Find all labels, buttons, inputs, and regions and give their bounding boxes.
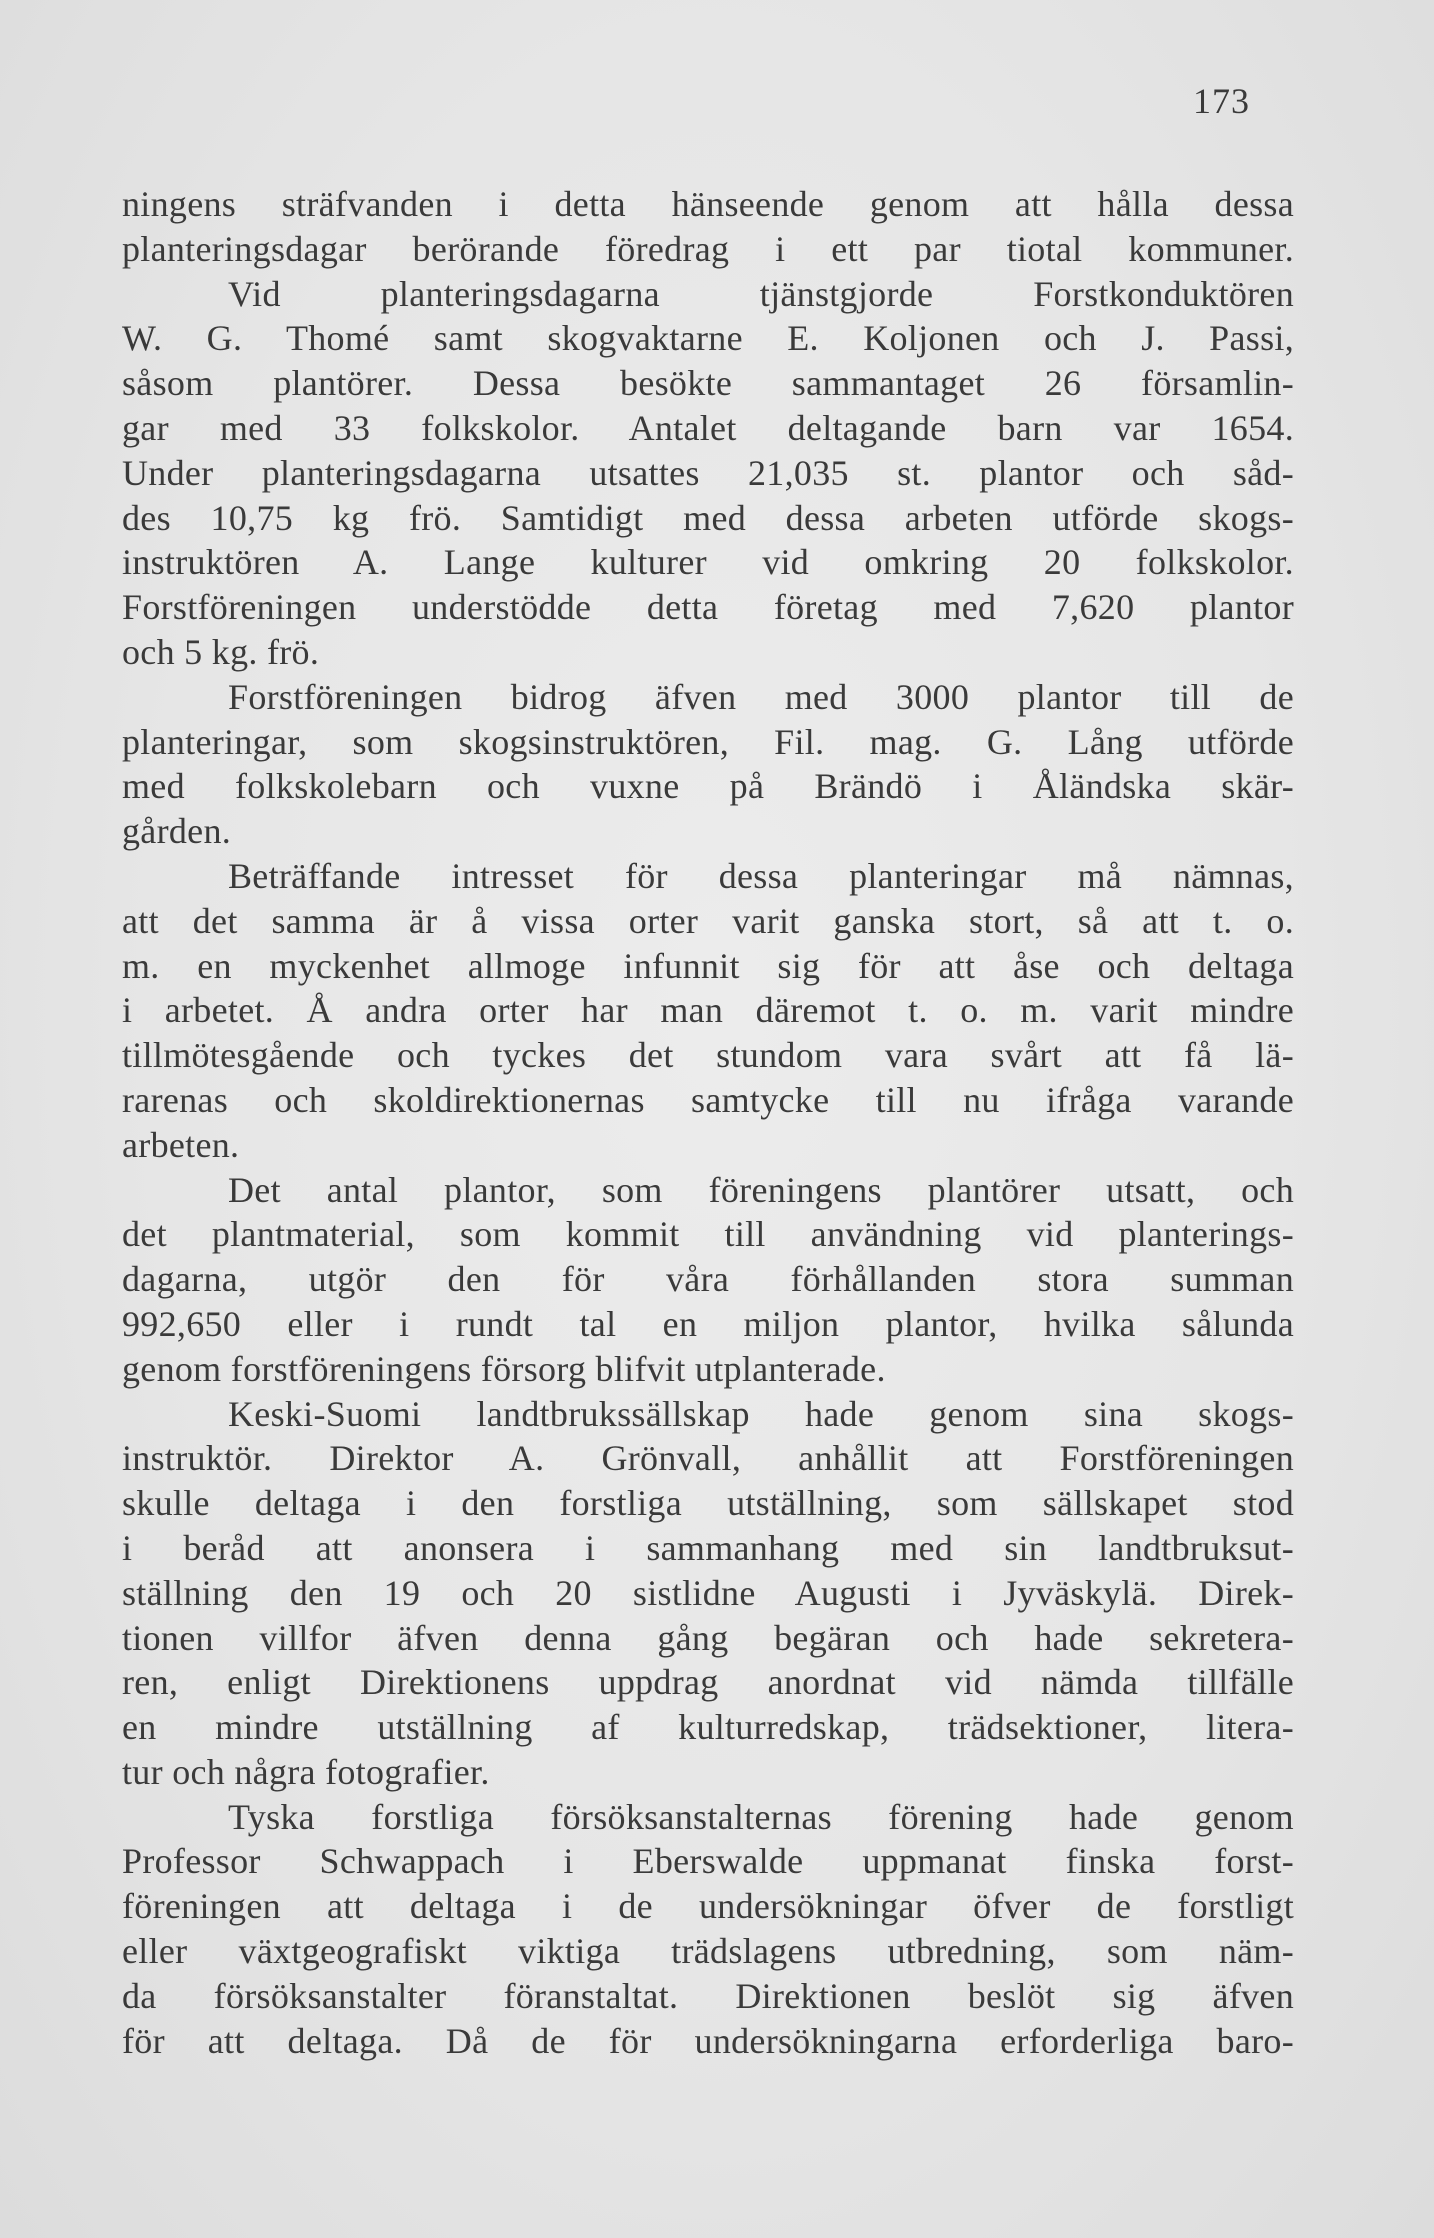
text-line: det plantmaterial, som kommit till användning vid planterings- (122, 1214, 1294, 1255)
text-line: Vid planteringsdagarna tjänstgjorde Forstkonduktören (228, 273, 1294, 314)
text-line: föreningen att deltaga i de undersökningar öfver de forstligt (122, 1886, 1294, 1927)
text-line: W. G. Thomé samt skogvaktarne E. Koljonen och J. Passi, (122, 318, 1294, 359)
text-line: gar med 33 folkskolor. Antalet deltagande barn var 1654. (122, 407, 1294, 448)
text-line: tionen villfor äfven denna gång begäran och hade sekretera- (122, 1617, 1294, 1658)
text-line: i arbetet. Å andra orter har man däremot t. o. m. varit mindre (122, 990, 1294, 1031)
text-line: gården. (122, 811, 232, 852)
text-line: i beråd att anonsera i sammanhang med sin landtbruksut- (122, 1527, 1294, 1568)
text-line: Beträffande intresset för dessa planteringar må nämnas, (228, 855, 1294, 896)
text-line: Det antal plantor, som föreningens plantörer utsatt, och (228, 1169, 1294, 1210)
text-line: ningens sträfvanden i detta hänseende genom att hålla dessa (122, 184, 1294, 224)
text-line: arbeten. (122, 1124, 240, 1165)
text-line: instruktören A. Lange kulturer vid omkring 20 folkskolor. (122, 542, 1294, 583)
text-line: för att deltaga. Då de för undersökningarna erforderliga baro- (122, 2020, 1294, 2061)
text-line: planteringar, som skogsinstruktören, Fil. mag. G. Lång utförde (122, 721, 1294, 762)
text-line: da försöksanstalter föranstaltat. Direktionen beslöt sig äfven (122, 1975, 1294, 2016)
text-line: instruktör. Direktor A. Grönvall, anhållit att Forstföreningen (122, 1438, 1294, 1479)
text-line: tillmötesgående och tyckes det stundom vara svårt att få lä- (122, 1035, 1294, 1076)
text-line: med folkskolebarn och vuxne på Brändö i Åländska skär- (122, 766, 1294, 807)
text-line: en mindre utställning af kulturredskap, trädsektioner, litera- (122, 1707, 1294, 1748)
text-line: dagarna, utgör den för våra förhållanden stora summan (122, 1259, 1294, 1300)
text-line: och 5 kg. frö. (122, 631, 320, 672)
text-line: Forstföreningen bidrog äfven med 3000 plantor till de (228, 676, 1294, 717)
text-line: Professor Schwappach i Eberswalde uppmanat finska forst- (122, 1841, 1294, 1882)
text-line: 992,650 eller i rundt tal en miljon plantor, hvilka sålunda (122, 1303, 1294, 1344)
page-number: 173 (1193, 81, 1250, 121)
text-line: skulle deltaga i den forstliga utställning, som sällskapet stod (122, 1483, 1294, 1524)
body-text (122, 182, 1294, 2063)
text-line: planteringsdagar berörande föredrag i ett par tiotal kommuner. (122, 228, 1294, 269)
text-line: ställning den 19 och 20 sistlidne Augusti i Jyväskylä. Direk- (122, 1572, 1294, 1613)
text-line: tur och några fotografier. (122, 1751, 490, 1792)
text-line: såsom plantörer. Dessa besökte sammantaget 26 församlin- (122, 363, 1294, 404)
text-line: Keski-Suomi landtbrukssällskap hade genom sina skogs- (228, 1393, 1294, 1434)
text-line: m. en myckenhet allmoge infunnit sig för att åse och deltaga (122, 945, 1294, 986)
text-line: genom forstföreningens försorg blifvit utplanterade. (122, 1348, 886, 1389)
text-line: ren, enligt Direktionens uppdrag anordnat vid nämda tillfälle (122, 1662, 1294, 1703)
text-line: des 10,75 kg frö. Samtidigt med dessa arbeten utförde skogs- (122, 497, 1294, 538)
text-line: Forstföreningen understödde detta företag med 7,620 plantor (122, 587, 1294, 628)
text-line: rarenas och skoldirektionernas samtycke till nu ifråga varande (122, 1079, 1294, 1120)
text-line: Under planteringsdagarna utsattes 21,035 st. plantor och såd- (122, 452, 1294, 493)
text-line: eller växtgeografiskt viktiga trädslagens utbredning, som näm- (122, 1931, 1294, 1972)
text-line: att det samma är å vissa orter varit ganska stort, så att t. o. (122, 900, 1294, 941)
text-line: Tyska forstliga försöksanstalternas förening hade genom (228, 1796, 1294, 1837)
